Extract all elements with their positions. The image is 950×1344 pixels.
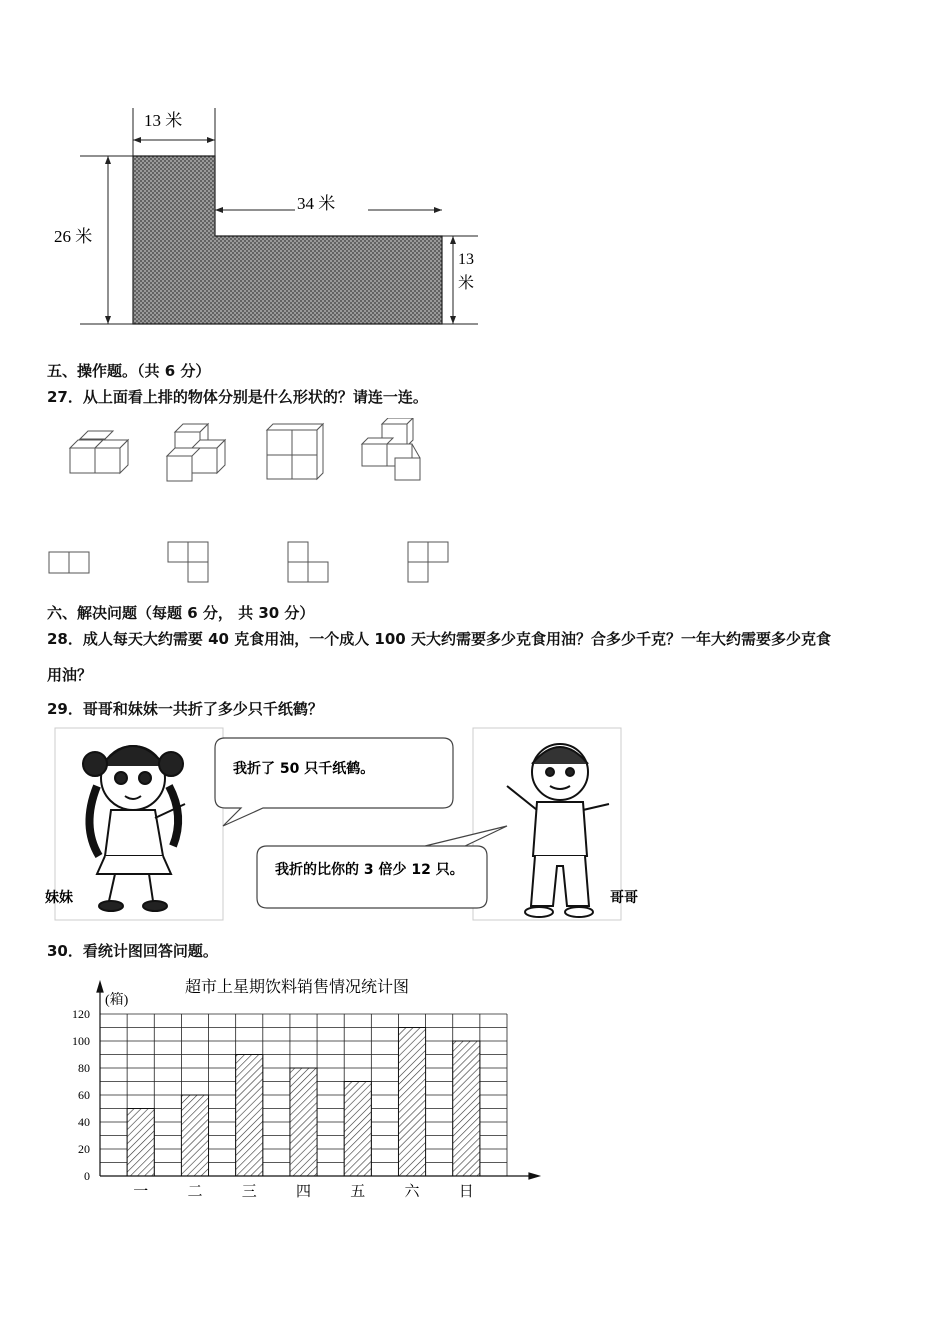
top-view-shapes-row (45, 538, 465, 588)
speech-bubble-2-text: 我折的比你的 3 倍少 12 只。 (275, 862, 464, 878)
top-view-2 (168, 542, 208, 582)
top-view-3 (288, 542, 328, 582)
speech-bubble-1-text: 我折了 50 只千纸鹤。 (233, 761, 375, 777)
top-view-4 (408, 542, 448, 582)
l-shape-figure (40, 100, 500, 335)
girl-label: 妹妹 (45, 891, 73, 906)
object-4 (362, 418, 420, 480)
bar-六 (398, 1028, 425, 1177)
right-height-number: 13 (458, 251, 474, 268)
bar-二 (181, 1095, 208, 1176)
y-tick-label: 120 (72, 1007, 90, 1021)
chart-x-labels (133, 1183, 474, 1200)
x-label: 五 (350, 1184, 366, 1200)
object-2 (167, 424, 225, 481)
chart-y-ticks (72, 1007, 90, 1183)
y-tick-label: 20 (78, 1142, 90, 1156)
bar-日 (453, 1041, 480, 1176)
chart-bars (127, 1028, 480, 1177)
object-1 (70, 431, 128, 473)
y-tick-label: 0 (84, 1169, 90, 1183)
question-29: 29．哥哥和妹妹一共折了多少只千纸鹤？ (47, 700, 323, 718)
cube-objects-row (60, 418, 440, 488)
y-tick-label: 80 (78, 1061, 90, 1075)
chart-title: 超市上星期饮料销售情况统计图 (185, 979, 410, 996)
section5-heading: 五、操作题。（共 6 分） (47, 362, 211, 380)
question-28-line2: 用油？ (47, 666, 93, 684)
boy-label: 哥哥 (610, 891, 638, 906)
top-width-label: 13 米 (144, 111, 183, 130)
speech-bubble-1 (215, 738, 453, 826)
bar-一 (127, 1109, 154, 1177)
question-28-line1: 28．成人每天大约需要 40 克食用油，一个成人 100 天大约需要多少克食用油？合多少千克？一年大约需要多少克食 (47, 630, 831, 648)
x-label: 一 (133, 1184, 149, 1200)
x-label: 日 (458, 1184, 474, 1200)
beverage-sales-bar-chart (55, 968, 555, 1208)
x-label: 六 (404, 1184, 420, 1200)
y-tick-label: 100 (72, 1034, 90, 1048)
question-27: 27．从上面看上排的物体分别是什么形状的？请连一连。 (47, 388, 428, 406)
inner-width-label: 34 米 (297, 194, 336, 213)
question-30: 30．看统计图回答问题。 (47, 942, 218, 960)
y-tick-label: 40 (78, 1115, 90, 1129)
x-label: 二 (187, 1184, 203, 1200)
object-3 (267, 424, 323, 479)
l-shape-region (133, 156, 442, 324)
y-axis-unit: (箱) (105, 993, 129, 1008)
girl-figure (83, 746, 185, 911)
height-label: 26 米 (54, 227, 93, 246)
section6-heading: 六、解决问题（每题 6 分， 共 30 分） (47, 604, 315, 622)
boy-figure (507, 744, 609, 917)
y-tick-label: 60 (78, 1088, 90, 1102)
bar-四 (290, 1068, 317, 1176)
bar-五 (344, 1082, 371, 1177)
x-label: 三 (241, 1184, 257, 1200)
x-label: 四 (295, 1184, 312, 1200)
right-height-unit: 米 (458, 275, 475, 292)
q29-illustration (45, 726, 645, 926)
bar-三 (236, 1055, 263, 1177)
top-view-1 (49, 552, 89, 573)
